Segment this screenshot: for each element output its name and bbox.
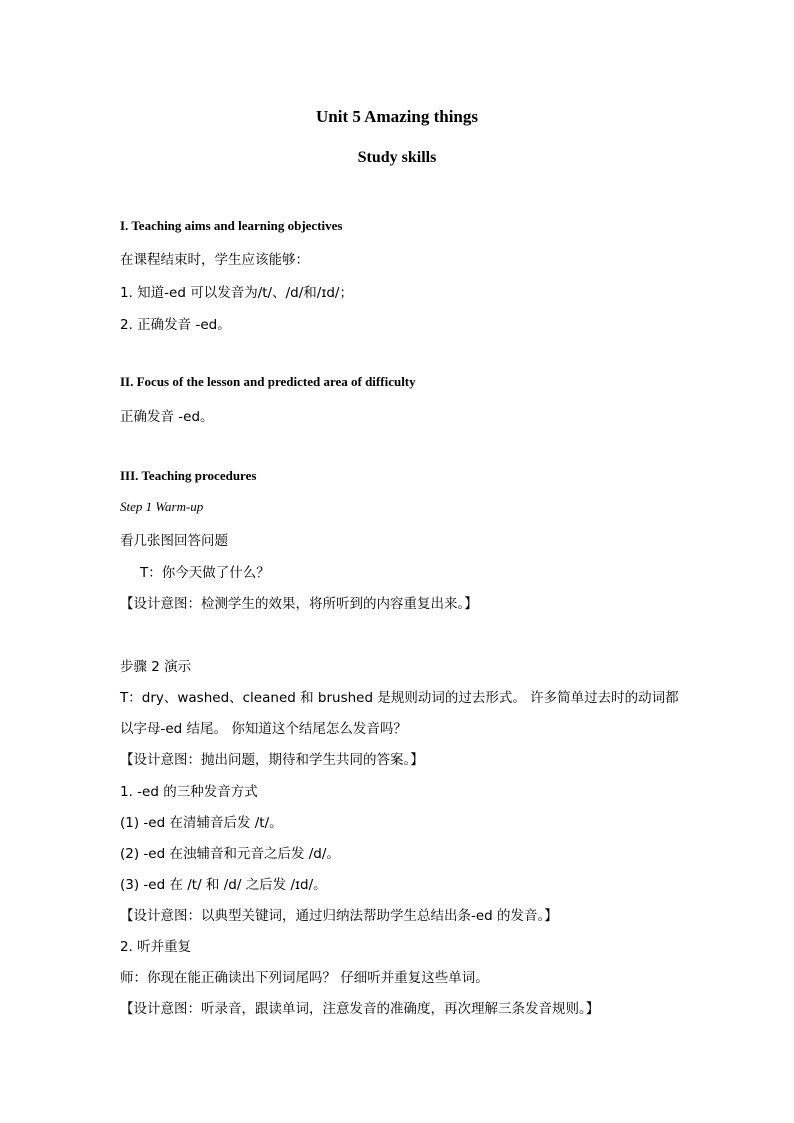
- step2-teacher: 师：你现在能正确读出下列词尾吗？ 仔细听并重复这些单词。: [120, 970, 489, 986]
- step2-rule3: (3) -ed 在 /t/ 和 /d/ 之后发 /ɪd/。: [120, 877, 327, 893]
- step2-label: 步骤 2 演示: [120, 659, 192, 675]
- step2-rule2: (2) -ed 在浊辅音和元音之后发 /d/。: [120, 846, 340, 862]
- aims-item-2: 2. 正确发音 -ed。: [120, 317, 231, 333]
- section-heading-procedures: III. Teaching procedures: [120, 468, 257, 483]
- aims-intro: 在课程结束时，学生应该能够：: [120, 252, 309, 268]
- focus-text: 正确发音 -ed。: [120, 409, 214, 425]
- step2-sub2: 2. 听并重复: [120, 939, 192, 955]
- step2-rule1: (1) -ed 在清辅音后发 /t/。: [120, 815, 283, 831]
- step2-design1: 【设计意图：抛出问题，期待和学生共同的答案。】: [120, 752, 424, 768]
- step2-sub1: 1. -ed 的三种发音方式: [120, 784, 258, 800]
- step1-design: 【设计意图：检测学生的效果，将所听到的内容重复出来。】: [120, 596, 478, 612]
- step2-line2: 以字母-ed 结尾。 你知道这个结尾怎么发音吗？: [120, 721, 407, 737]
- section-heading-focus: II. Focus of the lesson and predicted area of difficulty: [120, 374, 416, 389]
- document-subtitle: Study skills: [357, 149, 437, 166]
- step1-label: Step 1 Warm-up: [120, 499, 204, 514]
- step1-line1: 看几张图回答问题: [120, 533, 228, 549]
- document-title: Unit 5 Amazing things: [316, 107, 478, 126]
- step2-design2: 【设计意图：以典型关键词，通过归纳法帮助学生总结出条-ed 的发音。】: [120, 908, 558, 924]
- step2-design3: 【设计意图：听录音，跟读单词，注意发音的准确度，再次理解三条发音规则。】: [120, 1001, 600, 1017]
- aims-item-1: 1. 知道-ed 可以发音为/t/、/d/和/ɪd/；: [120, 285, 353, 301]
- step1-line2: T：你今天做了什么？: [140, 565, 270, 581]
- section-heading-aims: I. Teaching aims and learning objectives: [120, 218, 343, 233]
- step2-line1: T：dry、washed、cleaned 和 brushed 是规则动词的过去形式。 许多简单过去时的动词都: [120, 690, 679, 706]
